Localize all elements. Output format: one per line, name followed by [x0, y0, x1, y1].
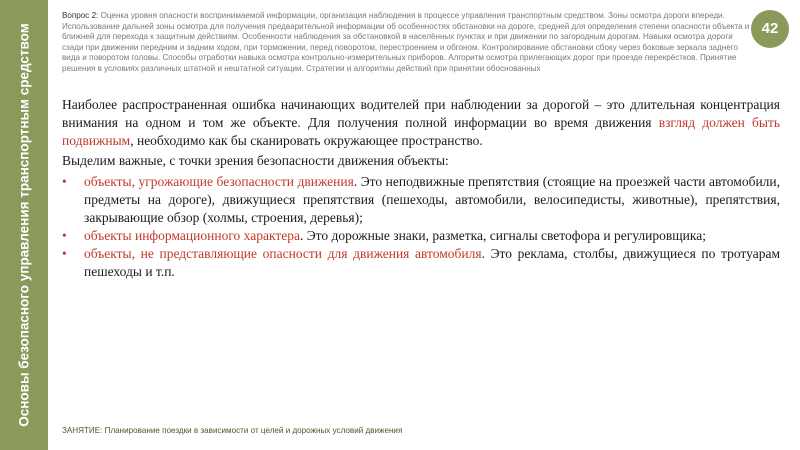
- bullet-icon: •: [62, 246, 67, 261]
- list-item-highlight: объекты информационного характера: [84, 228, 300, 243]
- list-item-highlight: объекты, угрожающие безопасности движения: [84, 174, 354, 189]
- page-number-badge: 42: [751, 10, 789, 48]
- list-item: [62, 227, 780, 245]
- list-item-text: . Это реклама, столбы, движущиеся по тротуарам пешеходы и т.п.: [84, 246, 780, 279]
- footer-text: Планирование поездки в зависимости от целей и дорожных условий движения: [102, 426, 403, 435]
- list-item-text: . Это дорожные знаки, разметка, сигналы светофора и регулировщика;: [299, 228, 706, 243]
- intro-text-before: Наиболее распространенная ошибка начинающих водителей при наблюдении за дорогой – это длительная концентрация внимания на одном и том же объекте. Для получения полной информации во время движения: [62, 97, 780, 130]
- question-label: Вопрос 2:: [62, 11, 99, 20]
- list-item: [62, 245, 780, 281]
- intro-highlight: взгляд должен быть подвижным: [62, 115, 780, 148]
- main-content: [62, 96, 780, 281]
- sidebar: [0, 0, 48, 450]
- list-item: [62, 173, 780, 227]
- question-text: Оценка уровня опасности воспринимаемой информации, организация наблюдения в процессе управления транспортным средством. Зоны осмотра дороги впереди. Использование дальней зоны осмотра для получения предварительной информации об особенностях обстановки на дороге, средней для определения степени опасности объекта и ближней для перехода к защитным действиям. Особенности наблюдения за обстановкой в населённых пунктах и при движении по загородным дорогам. Навыки осмотра дороги сзади при движении передним и задним ходом, при торможении, перед поворотом, перестроением и обгоном. Контролирование обстановки сбоку через боковые зеркала заднего вида и поворотом головы. Способы отработки навыка осмотра контрольно-измерительных приборов. Алгоритм осмотра прилегающих дорог при проезде перекрёстков. Принятие решения в условиях различных штатной и нештатной ситуации. Стратегии и алгоритмы действий при принятии обоснованных: [62, 11, 750, 73]
- footer: [62, 426, 402, 435]
- list-item-highlight: объекты, не представляющие опасности для движения автомобиля: [84, 246, 482, 261]
- bullet-icon: •: [62, 228, 67, 243]
- question-header: [62, 11, 752, 101]
- bullet-icon: •: [62, 174, 67, 189]
- objects-list: [62, 173, 780, 281]
- footer-label: ЗАНЯТИЕ:: [62, 426, 103, 435]
- sidebar-title: Основы безопасного управления транспортным средством: [16, 23, 32, 427]
- intro-text-after: , необходимо как бы сканировать окружающее пространство.: [130, 133, 483, 148]
- list-item-text: . Это неподвижные препятствия (стоящие на проезжей части автомобили, предметы на дороге), движущиеся препятствия (пешеходы, автомобили, велосипедисты, животные), препятствия, закрывающие обзор (холмы, строения, деревья);: [84, 174, 780, 225]
- paragraph-intro: [62, 96, 780, 150]
- paragraph-objects-heading: Выделим важные, с точки зрения безопасности движения объекты:: [62, 153, 449, 168]
